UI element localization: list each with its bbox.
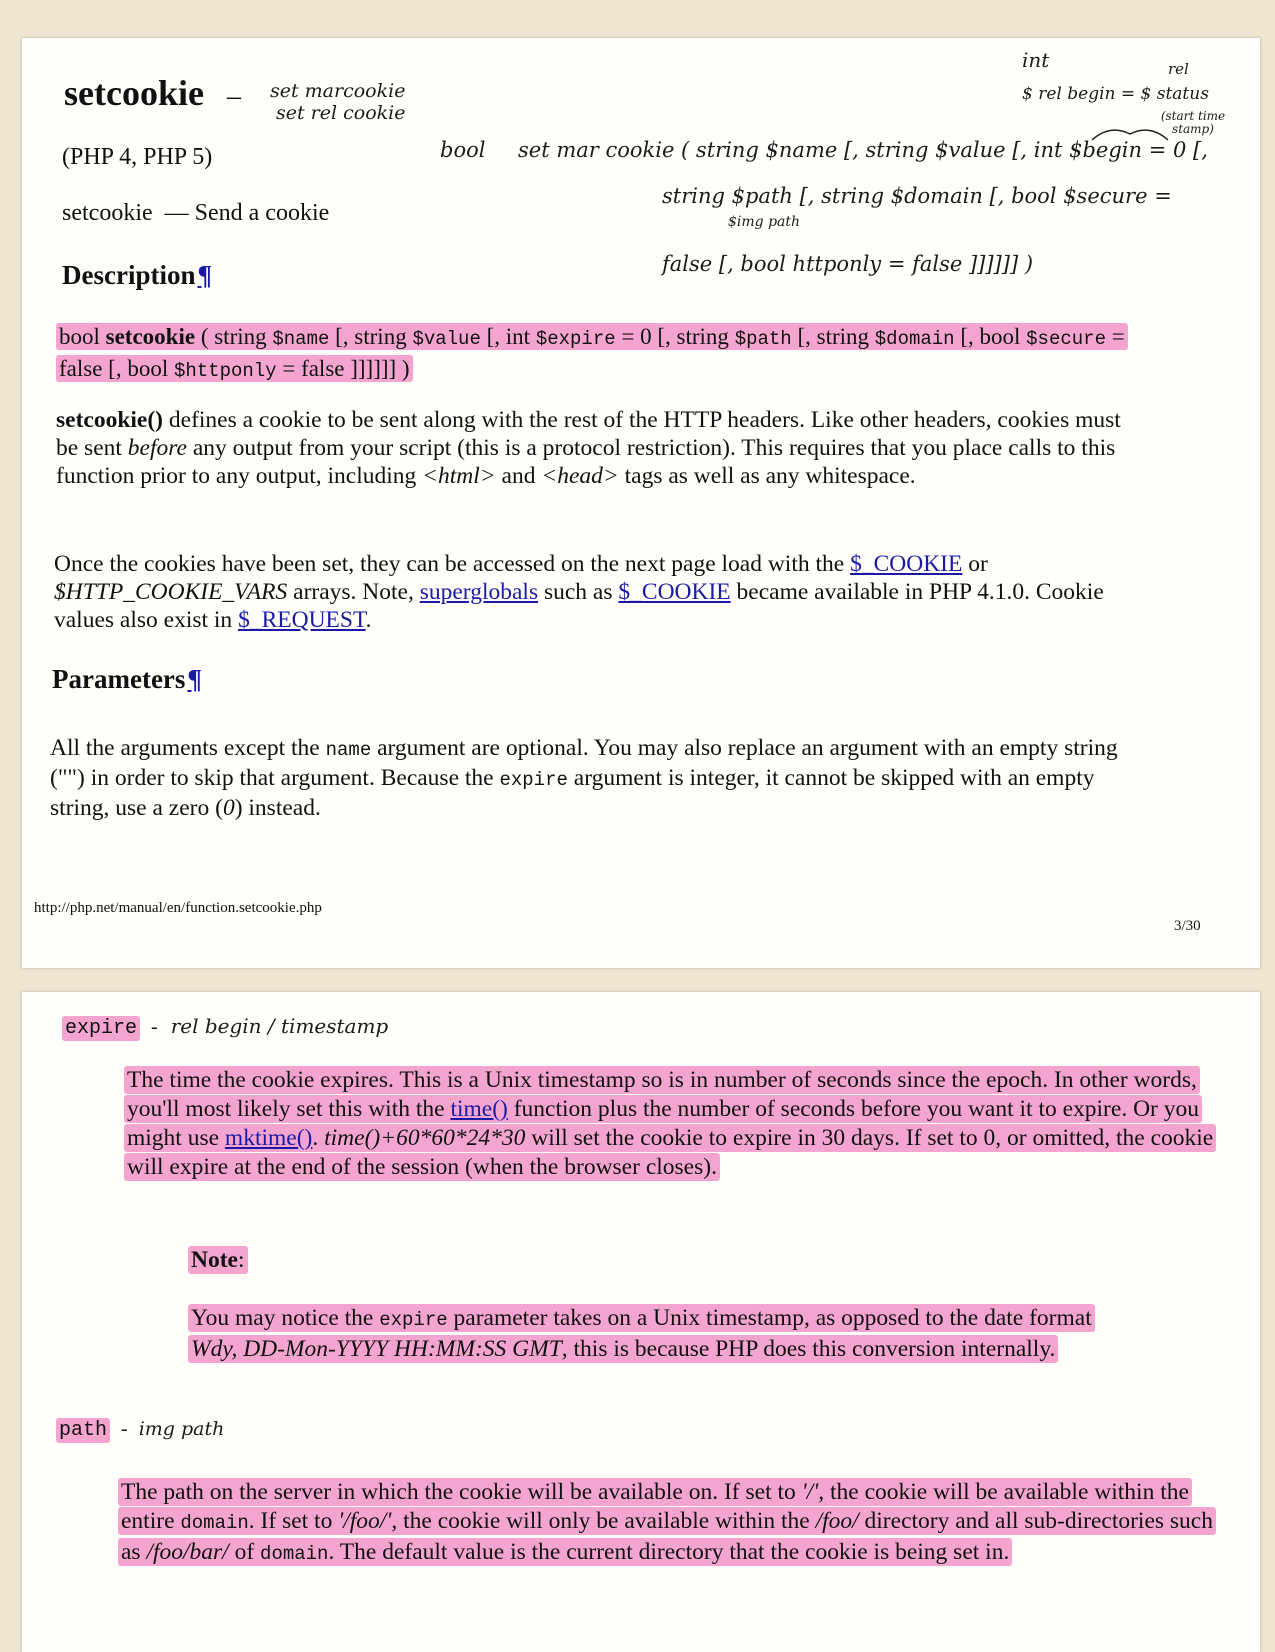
- function-signature: [56, 322, 1146, 386]
- handwritten-relbegin: $ rel begin = $ status: [1022, 84, 1209, 104]
- handwritten-note-setrelcookie: set rel cookie: [276, 102, 406, 124]
- param-expire: $expire: [535, 328, 616, 350]
- param-value: $value: [412, 328, 481, 350]
- php-version: (PHP 4, PHP 5): [62, 144, 213, 170]
- handwritten-int: int: [1022, 48, 1050, 72]
- function-title: setcookie: [64, 73, 204, 113]
- description-heading: [62, 260, 212, 291]
- note-text-highlight: You may notice the expire parameter takes on a Unix timestamp, as opposed to the date format Wdy, DD-Mon-YYYY HH:MM:SS GMT, this is because PHP does this conversion internally.: [188, 1304, 1095, 1363]
- document-page-bottom: [22, 992, 1260, 1652]
- expire-description-highlight: The time the cookie expires. This is a Unix timestamp so is in number of seconds since the epoch. In other words, you'll most likely set this with the time() function plus the number of seconds before you want it to expire. Or you might use mktime(). time()+60*60*24*30 will set the cookie to expire in 30 days. If set to 0, or omitted, the cookie will expire at the end of the session (when the browser closes).: [124, 1066, 1216, 1181]
- handwritten-path-term-note: img path: [138, 1418, 225, 1440]
- pilcrow-link[interactable]: ¶: [197, 260, 213, 290]
- path-description-highlight: The path on the server in which the cookie will be available on. If set to '/', the cookie will be available within the entire domain. If set to '/foo/', the cookie will only be available within the /foo/ directory and all sub-directories such as /foo/bar/ of domain. The default value is the current directory that the cookie is being set in.: [118, 1478, 1216, 1566]
- note-label-text: Note: [191, 1247, 238, 1273]
- refname-line: [62, 200, 329, 227]
- signature-highlight: bool setcookie ( string $name [, string $value [, int $expire = 0 [, string $path [, string $domain [, bool $secure = false [, bool $httponly = false ]]]]]] ): [56, 323, 1128, 382]
- expire-term-line: [62, 1014, 388, 1040]
- note-label-highlight: Note:: [188, 1246, 248, 1274]
- note-label: [188, 1246, 248, 1274]
- parameters-heading-text: Parameters: [52, 664, 186, 694]
- document-page-top: [22, 38, 1260, 968]
- cookie-link-2[interactable]: $_COOKIE: [618, 579, 731, 605]
- path-term-line: [56, 1418, 224, 1442]
- cookie-link[interactable]: $_COOKIE: [850, 551, 963, 577]
- description-paragraph-2: Once the cookies have been set, they can be accessed on the next page load with the $_COOKIE or $HTTP_COOKIE_VARS arrays. Note, superglobals such as $_COOKIE became available in PHP 4.1.0. Cookie values also exist in $_REQUEST.: [54, 551, 1104, 633]
- expire-term: expire: [62, 1016, 140, 1041]
- handwritten-bool: bool: [440, 138, 486, 162]
- time-link[interactable]: time(): [450, 1096, 508, 1122]
- handwritten-note-setmarcookie: set marcookie: [270, 80, 406, 102]
- parameters-paragraph: All the arguments except the name argument are optional. You may also replace an argument with an empty string ("") in order to skip that argument. Because the expire argument is integer, it cannot be skipped with an empty string, use a zero (0) instead.: [50, 735, 1118, 821]
- parameters-heading: [52, 664, 202, 695]
- refname: setcookie: [62, 200, 153, 226]
- title-dash: –: [226, 81, 241, 112]
- handwritten-title-note: [270, 80, 440, 124]
- handwritten-brace-icon: [1090, 126, 1170, 142]
- param-name: $name: [272, 328, 330, 350]
- signature-function-name: setcookie: [105, 324, 196, 349]
- path-term: path: [56, 1418, 110, 1443]
- path-dash: -: [121, 1418, 128, 1440]
- param-secure: $secure: [1026, 328, 1106, 350]
- param-domain: $domain: [874, 328, 955, 350]
- page-title: [64, 72, 241, 114]
- path-description: [118, 1478, 1218, 1569]
- handwritten-rel: rel: [1168, 60, 1189, 78]
- footer-url: http://php.net/manual/en/function.setcookie.php: [34, 900, 322, 916]
- mktime-link[interactable]: mktime(): [224, 1125, 313, 1151]
- description-paragraph-1: setcookie() defines a cookie to be sent along with the rest of the HTTP headers. Like other headers, cookies must be sent before any output from your script (this is a protocol restriction). This requires that you place calls to this function prior to any output, including <html> and <head> tags as well as any whitespace.: [56, 407, 1121, 489]
- handwritten-path-note: $img path: [728, 214, 801, 230]
- handwritten-signature-line2: string $path [, string $domain [, bool $secure =: [662, 184, 1172, 208]
- param-path: $path: [734, 328, 792, 350]
- param-httponly: $httponly: [173, 360, 277, 382]
- refpurpose: — Send a cookie: [164, 200, 330, 226]
- handwritten-expire-note: rel begin / timestamp: [170, 1014, 389, 1038]
- expire-dash: -: [151, 1016, 158, 1038]
- expire-description: [124, 1066, 1214, 1182]
- function-ref: setcookie(): [56, 407, 164, 433]
- handwritten-start-timestamp: (start time stamp): [1160, 109, 1226, 136]
- superglobals-link[interactable]: superglobals: [419, 579, 539, 605]
- request-link[interactable]: $_REQUEST: [238, 607, 366, 633]
- page-number: 3/30: [1174, 918, 1201, 934]
- pilcrow-link-2[interactable]: ¶: [187, 664, 203, 694]
- description-heading-text: Description: [62, 260, 196, 290]
- note-text: [188, 1304, 1108, 1364]
- handwritten-signature-line3: false [, bool httponly = false ]]]]]] ): [662, 252, 1034, 276]
- handwritten-signature-line1: set mar cookie ( string $name [, string $value [, int $begin = 0 [,: [518, 138, 1208, 162]
